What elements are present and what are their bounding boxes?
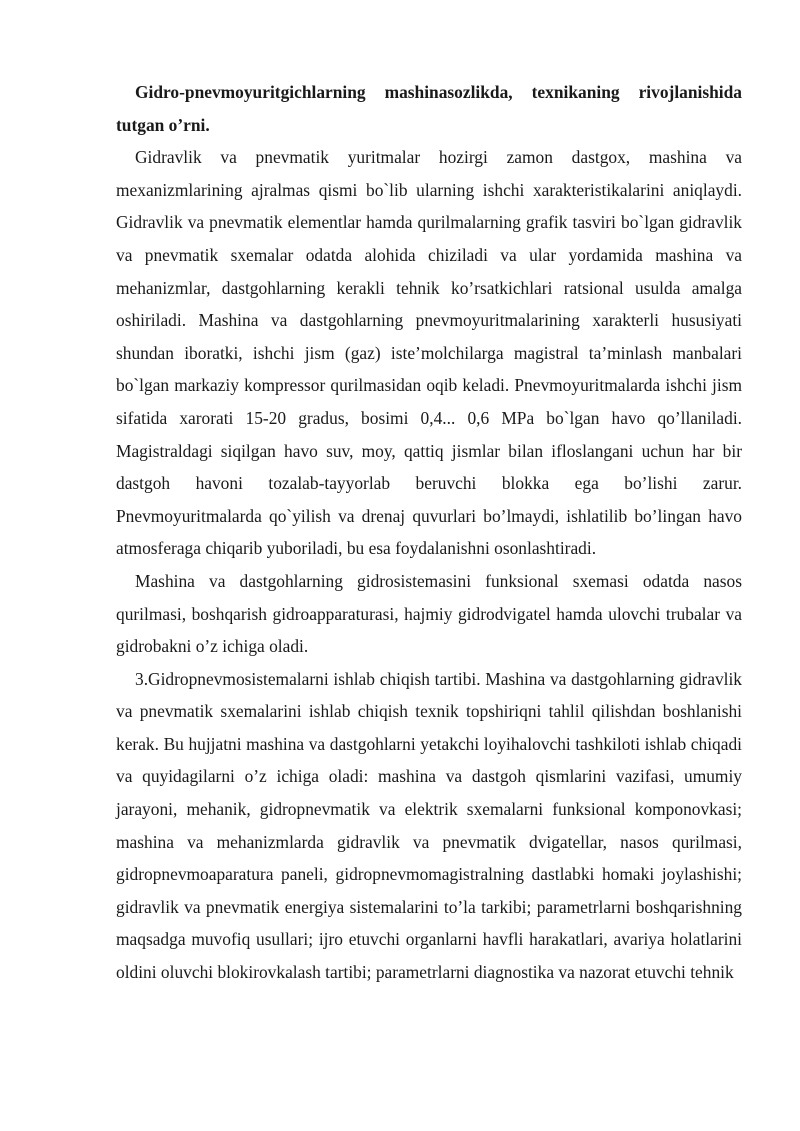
section-heading: Gidro-pnevmoyuritgichlarning mashinasozlikda, texnikaning rivojlanishida tutgan o’rni. [116,82,742,135]
paragraph-1: Gidravlik va pnevmatik yuritmalar hozirgi zamon dastgox, mashina va mexanizmlarining ajralmas qismi bo`lib ularning ishchi xarakteristikalarini aniqlaydi. Gidravlik va pnevmatik elementlar hamda qurilmalarning grafik tasviri bo`lgan gidravlik va pnevmatik sxemalar odatda alohida chiziladi va ular yordamida mashina va mehanizmlar, dastgohlarning kerakli tehnik ko’rsatkichlari ratsional usulda amalga oshiriladi. Mashina va dastgohlarning pnevmoyuritmalarining xarakterli hususiyati shundan iboratki, ishchi jism (gaz) iste’molchilarga magistral ta’minlash manbalari bo`lgan markaziy kompressor qurilmasidan oqib keladi. Pnevmoyuritmalarda ishchi jism sifatida xarorati 15-20 gradus, bosimi 0,4... 0,6 MPa bo`lgan havo qo’llaniladi. Magistraldagi siqilgan havo suv, moy, qattiq jismlar bilan ifloslangani uchun har bir dastgoh havoni tozalab-tayyorlab beruvchi blokka ega bo’lishi zarur. Pnevmoyuritmalarda qo`yilish va drenaj quvurlari bo’lmaydi, ishlatilib bo’lingan havo atmosferaga chiqarib yuboriladi, bu esa foydalanishni osonlashtiradi. [116,147,742,559]
document-page [116,76,742,989]
paragraph-2: Mashina va dastgohlarning gidrosistemasini funksional sxemasi odatda nasos qurilmasi, boshqarish gidroapparaturasi, hajmiy gidrodvigatel hamda ulovchi trubalar va gidrobakni o’z ichiga oladi. [116,570,742,657]
paragraph-3: 3.Gidropnevmosistemalarni ishlab chiqish tartibi. Mashina va dastgohlarning gidravlik va pnevmatik sxemalarini ishlab chiqish texnik topshiriqni tahlil qilishdan boshlanishi kerak. Bu hujjatni mashina va dastgohlarni yetakchi loyihalovchi tashkiloti ishlab chiqadi va quyidagilarni o’z ichiga oladi: mashina va dastgoh qismlarini vazifasi, umumiy jarayoni, mehanik, gidropnevmatik va elektrik sxemalarni funksional komponovkasi; mashina va mehanizmlarda gidravlik va pnevmatik dvigatellar, nasos qurilmasi, gidropnevmoaparatura paneli, gidropnevmomagistralning dastlabki homaki joylashishi; gidravlik va pnevmatik energiya sistemalarini to’la tarkibi; parametrlarni boshqarishning maqsadga muvofiq usullari; ijro etuvchi organlarni havfli harakatlari, avariya holatlarini oldini oluvchi blokirovkalash tartibi; parametrlarni diagnostika va nazorat etuvchi tehnik [116,668,742,983]
